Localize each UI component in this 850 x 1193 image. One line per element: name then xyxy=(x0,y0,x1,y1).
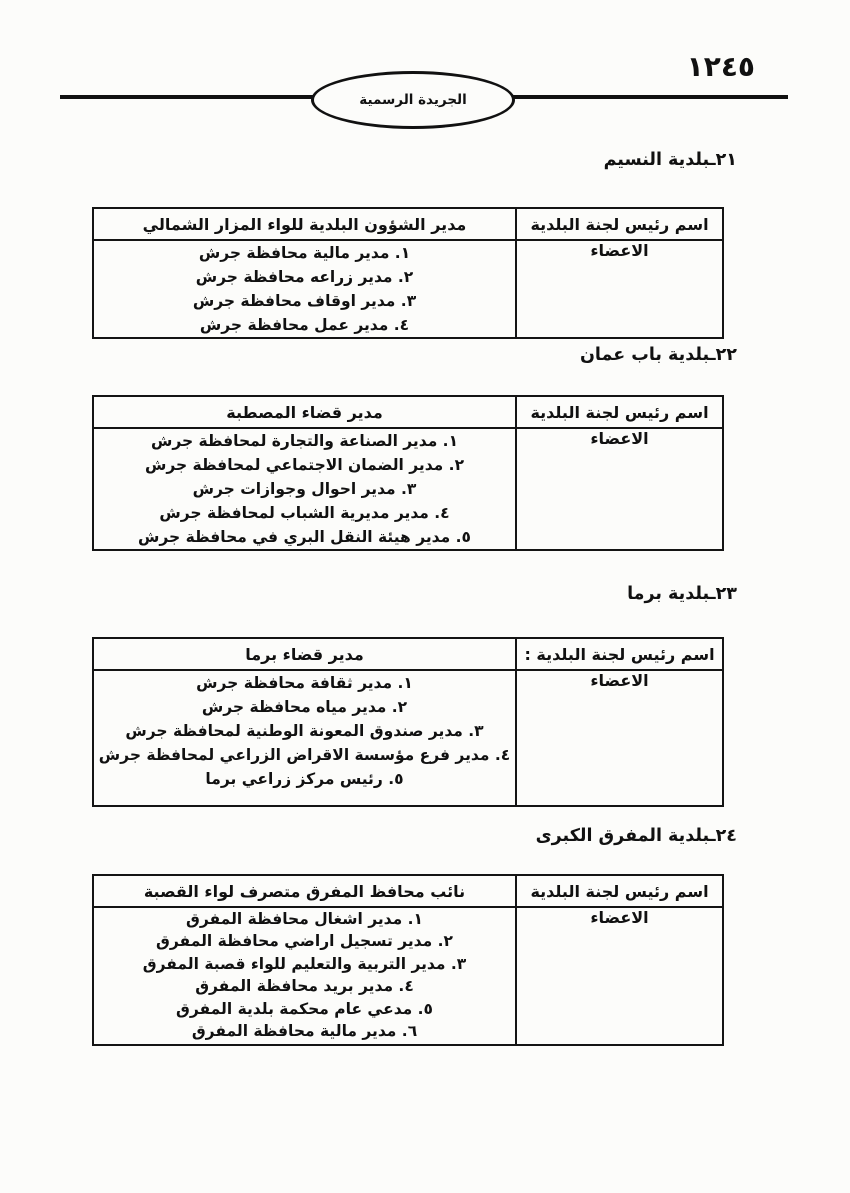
member-item: ٢. مدير زراعه محافظة جرش xyxy=(195,268,414,286)
member-item: ٤. مدير مديرية الشباب لمحافظة جرش xyxy=(159,504,450,522)
member-item: ٣. مدير التربية والتعليم للواء قصبة المفرق xyxy=(142,954,467,973)
gazette-title: الجريدة الرسمية xyxy=(359,92,467,108)
members-list-cell xyxy=(93,907,516,1045)
page-number: ١٢٤٥ xyxy=(686,50,755,83)
section-heading-22: ٢٢ـبلدية باب عمان xyxy=(579,345,737,365)
chairman-value-cell: مدير الشؤون البلدية للواء المزار الشمالي xyxy=(93,208,516,240)
member-item: ٢. مدير الضمان الاجتماعي لمحافظة جرش xyxy=(144,456,465,474)
section-heading-23: ٢٣ـبلدية برما xyxy=(627,584,737,604)
committee-table-21 xyxy=(92,207,724,339)
member-item: ٣. مدير اوقاف محافظة جرش xyxy=(192,292,417,310)
chairman-label-cell: اسم رئيس لجنة البلدية xyxy=(516,875,723,907)
section-heading-21: ٢١ـبلدية النسيم xyxy=(603,150,737,170)
chairman-value-cell: مدير قضاء المصطبة xyxy=(93,396,516,428)
chairman-label-cell: اسم رئيس لجنة البلدية : xyxy=(516,638,723,670)
section-heading-24: ٢٤ـبلدية المفرق الكبرى xyxy=(535,826,737,846)
member-item: ٥. مدير هيئة النقل البري في محافظة جرش xyxy=(138,528,471,546)
committee-table-23 xyxy=(92,637,724,807)
table-row xyxy=(93,428,723,550)
member-item: ٤. مدير عمل محافظة جرش xyxy=(199,316,410,334)
table-row xyxy=(93,875,723,907)
gazette-oval xyxy=(311,71,515,129)
chairman-label-cell: اسم رئيس لجنة البلدية xyxy=(516,396,723,428)
table-row xyxy=(93,907,723,1045)
committee-table-22 xyxy=(92,395,724,551)
members-list-cell xyxy=(93,240,516,338)
member-item: ١. مدير الصناعة والتجارة لمحافظة جرش xyxy=(150,432,459,450)
member-item: ٢. مدير مياه محافظة جرش xyxy=(201,698,408,716)
member-item: ٤. مدير بريد محافظة المفرق xyxy=(195,977,414,996)
chairman-label-cell: اسم رئيس لجنة البلدية xyxy=(516,208,723,240)
members-list-cell xyxy=(93,670,516,806)
chairman-value-cell: مدير قضاء برما xyxy=(93,638,516,670)
member-item: ٢. مدير تسجيل اراضي محافظة المفرق xyxy=(156,932,453,951)
member-item: ٥. مدعي عام محكمة بلدية المفرق xyxy=(176,999,433,1018)
members-label-cell: الاعضاء xyxy=(516,907,723,1045)
table-row xyxy=(93,670,723,806)
member-item: ٣. مدير صندوق المعونة الوطنية لمحافظة جرش xyxy=(125,722,484,740)
member-item: ٦. مدير مالية محافظة المفرق xyxy=(191,1022,418,1041)
committee-table-24 xyxy=(92,874,724,1046)
members-label-cell: الاعضاء xyxy=(516,240,723,338)
member-item: ٤. مدير فرع مؤسسة الاقراض الزراعي لمحافظة جرش xyxy=(98,746,511,764)
table-row xyxy=(93,208,723,240)
chairman-value-cell: نائب محافظ المفرق متصرف لواء القصبة xyxy=(93,875,516,907)
table-row xyxy=(93,638,723,670)
member-item: ١. مدير ثقافة محافظة جرش xyxy=(196,674,413,692)
members-label-cell: الاعضاء xyxy=(516,670,723,806)
member-item: ٥. رئيس مركز زراعي برما xyxy=(205,770,404,788)
members-list-cell xyxy=(93,428,516,550)
member-item: ١. مدير مالية محافظة جرش xyxy=(198,244,411,262)
table-row xyxy=(93,240,723,338)
member-item: ١. مدير اشغال محافظة المفرق xyxy=(186,910,423,928)
member-item: ٣. مدير احوال وجوازات جرش xyxy=(192,480,417,498)
members-label-cell: الاعضاء xyxy=(516,428,723,550)
table-row xyxy=(93,396,723,428)
